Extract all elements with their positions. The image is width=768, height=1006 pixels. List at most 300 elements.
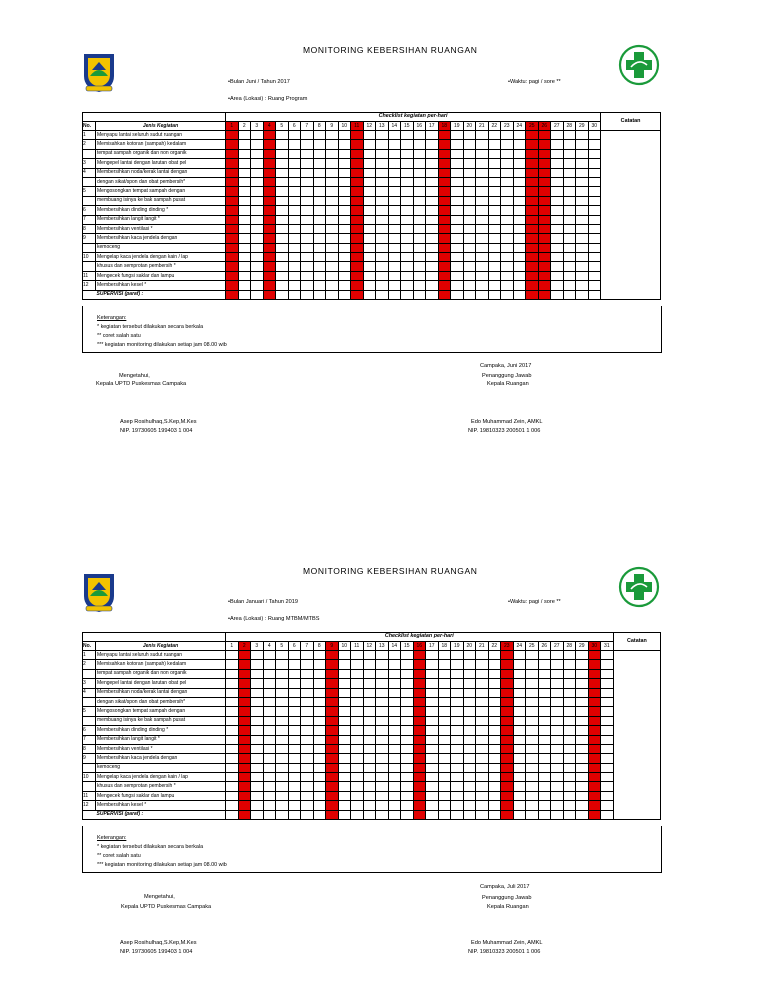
check-cell[interactable] — [326, 149, 339, 158]
check-cell[interactable] — [288, 290, 301, 299]
check-cell[interactable] — [226, 281, 239, 290]
check-cell[interactable] — [588, 726, 601, 735]
check-cell[interactable] — [263, 726, 276, 735]
check-cell[interactable] — [588, 773, 601, 782]
check-cell[interactable] — [251, 773, 264, 782]
check-cell[interactable] — [276, 243, 289, 252]
check-cell[interactable] — [438, 290, 451, 299]
check-cell[interactable] — [463, 234, 476, 243]
check-cell[interactable] — [426, 801, 439, 810]
check-cell[interactable] — [288, 697, 301, 706]
check-cell[interactable] — [238, 271, 251, 280]
check-cell[interactable] — [476, 215, 489, 224]
check-cell[interactable] — [226, 810, 239, 819]
check-cell[interactable] — [451, 271, 464, 280]
check-cell[interactable] — [238, 744, 251, 753]
check-cell[interactable] — [538, 149, 551, 158]
check-cell[interactable] — [551, 140, 564, 149]
check-cell[interactable] — [226, 716, 239, 725]
check-cell[interactable] — [263, 651, 276, 660]
check-cell[interactable] — [251, 168, 264, 177]
check-cell[interactable] — [401, 149, 414, 158]
check-cell[interactable] — [438, 707, 451, 716]
check-cell[interactable] — [576, 660, 589, 669]
check-cell[interactable] — [301, 660, 314, 669]
check-cell[interactable] — [501, 735, 514, 744]
check-cell[interactable] — [363, 726, 376, 735]
check-cell[interactable] — [463, 791, 476, 800]
check-cell[interactable] — [601, 726, 614, 735]
check-cell[interactable] — [526, 735, 539, 744]
check-cell[interactable] — [388, 791, 401, 800]
check-cell[interactable] — [551, 187, 564, 196]
check-cell[interactable] — [438, 281, 451, 290]
check-cell[interactable] — [438, 177, 451, 186]
check-cell[interactable] — [538, 782, 551, 791]
check-cell[interactable] — [576, 253, 589, 262]
check-cell[interactable] — [513, 660, 526, 669]
check-cell[interactable] — [251, 234, 264, 243]
check-cell[interactable] — [326, 177, 339, 186]
check-cell[interactable] — [326, 716, 339, 725]
check-cell[interactable] — [251, 810, 264, 819]
check-cell[interactable] — [451, 791, 464, 800]
check-cell[interactable] — [276, 669, 289, 678]
check-cell[interactable] — [451, 651, 464, 660]
check-cell[interactable] — [313, 669, 326, 678]
check-cell[interactable] — [376, 224, 389, 233]
check-cell[interactable] — [238, 131, 251, 140]
check-cell[interactable] — [488, 735, 501, 744]
check-cell[interactable] — [526, 726, 539, 735]
check-cell[interactable] — [463, 697, 476, 706]
check-cell[interactable] — [463, 801, 476, 810]
check-cell[interactable] — [451, 688, 464, 697]
check-cell[interactable] — [263, 754, 276, 763]
check-cell[interactable] — [363, 801, 376, 810]
check-cell[interactable] — [238, 791, 251, 800]
check-cell[interactable] — [526, 206, 539, 215]
check-cell[interactable] — [426, 726, 439, 735]
check-cell[interactable] — [326, 754, 339, 763]
check-cell[interactable] — [576, 131, 589, 140]
check-cell[interactable] — [551, 262, 564, 271]
check-cell[interactable] — [601, 697, 614, 706]
check-cell[interactable] — [276, 782, 289, 791]
check-cell[interactable] — [413, 177, 426, 186]
check-cell[interactable] — [438, 234, 451, 243]
check-cell[interactable] — [351, 159, 364, 168]
check-cell[interactable] — [251, 801, 264, 810]
check-cell[interactable] — [338, 735, 351, 744]
check-cell[interactable] — [313, 243, 326, 252]
check-cell[interactable] — [351, 782, 364, 791]
check-cell[interactable] — [276, 177, 289, 186]
check-cell[interactable] — [601, 801, 614, 810]
check-cell[interactable] — [463, 810, 476, 819]
check-cell[interactable] — [463, 707, 476, 716]
check-cell[interactable] — [538, 159, 551, 168]
check-cell[interactable] — [263, 187, 276, 196]
check-cell[interactable] — [288, 726, 301, 735]
check-cell[interactable] — [576, 177, 589, 186]
check-cell[interactable] — [288, 791, 301, 800]
check-cell[interactable] — [326, 688, 339, 697]
check-cell[interactable] — [526, 716, 539, 725]
check-cell[interactable] — [338, 149, 351, 158]
check-cell[interactable] — [251, 290, 264, 299]
check-cell[interactable] — [513, 206, 526, 215]
check-cell[interactable] — [551, 735, 564, 744]
check-cell[interactable] — [463, 782, 476, 791]
check-cell[interactable] — [251, 726, 264, 735]
check-cell[interactable] — [338, 660, 351, 669]
check-cell[interactable] — [488, 782, 501, 791]
check-cell[interactable] — [563, 168, 576, 177]
check-cell[interactable] — [238, 697, 251, 706]
check-cell[interactable] — [426, 763, 439, 772]
check-cell[interactable] — [288, 735, 301, 744]
check-cell[interactable] — [513, 262, 526, 271]
check-cell[interactable] — [351, 651, 364, 660]
check-cell[interactable] — [413, 726, 426, 735]
check-cell[interactable] — [326, 679, 339, 688]
check-cell[interactable] — [313, 177, 326, 186]
check-cell[interactable] — [588, 801, 601, 810]
check-cell[interactable] — [263, 159, 276, 168]
check-cell[interactable] — [313, 754, 326, 763]
check-cell[interactable] — [438, 744, 451, 753]
check-cell[interactable] — [476, 688, 489, 697]
check-cell[interactable] — [438, 782, 451, 791]
check-cell[interactable] — [513, 290, 526, 299]
check-cell[interactable] — [563, 801, 576, 810]
check-cell[interactable] — [513, 196, 526, 205]
check-cell[interactable] — [526, 149, 539, 158]
check-cell[interactable] — [538, 290, 551, 299]
check-cell[interactable] — [563, 679, 576, 688]
check-cell[interactable] — [526, 177, 539, 186]
check-cell[interactable] — [351, 253, 364, 262]
check-cell[interactable] — [576, 243, 589, 252]
check-cell[interactable] — [238, 196, 251, 205]
check-cell[interactable] — [476, 271, 489, 280]
check-cell[interactable] — [388, 660, 401, 669]
check-cell[interactable] — [226, 782, 239, 791]
check-cell[interactable] — [438, 801, 451, 810]
check-cell[interactable] — [401, 679, 414, 688]
check-cell[interactable] — [351, 679, 364, 688]
check-cell[interactable] — [326, 196, 339, 205]
check-cell[interactable] — [226, 763, 239, 772]
check-cell[interactable] — [251, 140, 264, 149]
check-cell[interactable] — [376, 234, 389, 243]
check-cell[interactable] — [438, 791, 451, 800]
check-cell[interactable] — [276, 735, 289, 744]
check-cell[interactable] — [451, 281, 464, 290]
check-cell[interactable] — [538, 688, 551, 697]
check-cell[interactable] — [476, 773, 489, 782]
check-cell[interactable] — [388, 735, 401, 744]
check-cell[interactable] — [338, 716, 351, 725]
check-cell[interactable] — [538, 763, 551, 772]
check-cell[interactable] — [551, 234, 564, 243]
check-cell[interactable] — [276, 206, 289, 215]
check-cell[interactable] — [326, 669, 339, 678]
check-cell[interactable] — [426, 697, 439, 706]
check-cell[interactable] — [363, 744, 376, 753]
check-cell[interactable] — [513, 149, 526, 158]
check-cell[interactable] — [263, 253, 276, 262]
check-cell[interactable] — [313, 791, 326, 800]
check-cell[interactable] — [363, 669, 376, 678]
check-cell[interactable] — [326, 697, 339, 706]
check-cell[interactable] — [388, 801, 401, 810]
check-cell[interactable] — [263, 206, 276, 215]
check-cell[interactable] — [426, 716, 439, 725]
check-cell[interactable] — [563, 224, 576, 233]
check-cell[interactable] — [426, 660, 439, 669]
check-cell[interactable] — [388, 810, 401, 819]
check-cell[interactable] — [376, 290, 389, 299]
check-cell[interactable] — [488, 697, 501, 706]
check-cell[interactable] — [351, 697, 364, 706]
check-cell[interactable] — [451, 196, 464, 205]
check-cell[interactable] — [488, 290, 501, 299]
check-cell[interactable] — [376, 159, 389, 168]
check-cell[interactable] — [588, 651, 601, 660]
check-cell[interactable] — [313, 801, 326, 810]
check-cell[interactable] — [276, 290, 289, 299]
check-cell[interactable] — [338, 281, 351, 290]
check-cell[interactable] — [476, 290, 489, 299]
check-cell[interactable] — [563, 707, 576, 716]
check-cell[interactable] — [551, 651, 564, 660]
check-cell[interactable] — [326, 243, 339, 252]
check-cell[interactable] — [263, 660, 276, 669]
check-cell[interactable] — [488, 281, 501, 290]
check-cell[interactable] — [288, 196, 301, 205]
check-cell[interactable] — [563, 262, 576, 271]
check-cell[interactable] — [338, 688, 351, 697]
check-cell[interactable] — [426, 177, 439, 186]
check-cell[interactable] — [251, 253, 264, 262]
check-cell[interactable] — [538, 196, 551, 205]
check-cell[interactable] — [313, 131, 326, 140]
check-cell[interactable] — [238, 726, 251, 735]
check-cell[interactable] — [263, 131, 276, 140]
check-cell[interactable] — [501, 196, 514, 205]
check-cell[interactable] — [526, 196, 539, 205]
check-cell[interactable] — [376, 679, 389, 688]
check-cell[interactable] — [313, 140, 326, 149]
check-cell[interactable] — [413, 688, 426, 697]
check-cell[interactable] — [388, 253, 401, 262]
check-cell[interactable] — [276, 159, 289, 168]
check-cell[interactable] — [351, 187, 364, 196]
check-cell[interactable] — [576, 206, 589, 215]
check-cell[interactable] — [238, 754, 251, 763]
check-cell[interactable] — [576, 669, 589, 678]
check-cell[interactable] — [351, 773, 364, 782]
check-cell[interactable] — [438, 187, 451, 196]
check-cell[interactable] — [513, 735, 526, 744]
check-cell[interactable] — [238, 716, 251, 725]
check-cell[interactable] — [326, 187, 339, 196]
check-cell[interactable] — [563, 669, 576, 678]
check-cell[interactable] — [513, 651, 526, 660]
check-cell[interactable] — [501, 660, 514, 669]
check-cell[interactable] — [413, 754, 426, 763]
check-cell[interactable] — [513, 782, 526, 791]
check-cell[interactable] — [488, 763, 501, 772]
check-cell[interactable] — [238, 782, 251, 791]
check-cell[interactable] — [351, 669, 364, 678]
check-cell[interactable] — [338, 697, 351, 706]
check-cell[interactable] — [376, 271, 389, 280]
check-cell[interactable] — [538, 215, 551, 224]
check-cell[interactable] — [313, 271, 326, 280]
check-cell[interactable] — [538, 224, 551, 233]
check-cell[interactable] — [576, 149, 589, 158]
check-cell[interactable] — [351, 262, 364, 271]
check-cell[interactable] — [388, 697, 401, 706]
check-cell[interactable] — [576, 679, 589, 688]
check-cell[interactable] — [563, 697, 576, 706]
check-cell[interactable] — [551, 215, 564, 224]
check-cell[interactable] — [263, 791, 276, 800]
check-cell[interactable] — [451, 735, 464, 744]
check-cell[interactable] — [426, 782, 439, 791]
check-cell[interactable] — [413, 234, 426, 243]
check-cell[interactable] — [351, 763, 364, 772]
check-cell[interactable] — [563, 131, 576, 140]
check-cell[interactable] — [288, 669, 301, 678]
check-cell[interactable] — [563, 791, 576, 800]
check-cell[interactable] — [326, 651, 339, 660]
check-cell[interactable] — [313, 782, 326, 791]
check-cell[interactable] — [376, 131, 389, 140]
check-cell[interactable] — [426, 262, 439, 271]
check-cell[interactable] — [576, 716, 589, 725]
check-cell[interactable] — [438, 140, 451, 149]
check-cell[interactable] — [401, 234, 414, 243]
check-cell[interactable] — [563, 149, 576, 158]
check-cell[interactable] — [388, 131, 401, 140]
check-cell[interactable] — [363, 187, 376, 196]
check-cell[interactable] — [551, 131, 564, 140]
check-cell[interactable] — [476, 707, 489, 716]
check-cell[interactable] — [276, 763, 289, 772]
check-cell[interactable] — [551, 669, 564, 678]
check-cell[interactable] — [576, 196, 589, 205]
check-cell[interactable] — [501, 168, 514, 177]
check-cell[interactable] — [538, 262, 551, 271]
check-cell[interactable] — [301, 679, 314, 688]
check-cell[interactable] — [388, 281, 401, 290]
check-cell[interactable] — [426, 224, 439, 233]
check-cell[interactable] — [451, 224, 464, 233]
check-cell[interactable] — [226, 168, 239, 177]
check-cell[interactable] — [351, 707, 364, 716]
check-cell[interactable] — [476, 810, 489, 819]
check-cell[interactable] — [238, 149, 251, 158]
check-cell[interactable] — [401, 791, 414, 800]
check-cell[interactable] — [451, 773, 464, 782]
check-cell[interactable] — [263, 140, 276, 149]
check-cell[interactable] — [413, 773, 426, 782]
check-cell[interactable] — [326, 707, 339, 716]
check-cell[interactable] — [376, 707, 389, 716]
check-cell[interactable] — [238, 206, 251, 215]
check-cell[interactable] — [363, 215, 376, 224]
check-cell[interactable] — [451, 177, 464, 186]
check-cell[interactable] — [288, 773, 301, 782]
check-cell[interactable] — [251, 271, 264, 280]
check-cell[interactable] — [363, 224, 376, 233]
check-cell[interactable] — [251, 224, 264, 233]
check-cell[interactable] — [426, 290, 439, 299]
check-cell[interactable] — [226, 679, 239, 688]
check-cell[interactable] — [313, 234, 326, 243]
check-cell[interactable] — [401, 754, 414, 763]
check-cell[interactable] — [576, 187, 589, 196]
check-cell[interactable] — [463, 224, 476, 233]
check-cell[interactable] — [413, 149, 426, 158]
check-cell[interactable] — [401, 271, 414, 280]
check-cell[interactable] — [476, 253, 489, 262]
check-cell[interactable] — [301, 262, 314, 271]
check-cell[interactable] — [326, 773, 339, 782]
check-cell[interactable] — [413, 763, 426, 772]
check-cell[interactable] — [538, 707, 551, 716]
check-cell[interactable] — [501, 290, 514, 299]
check-cell[interactable] — [426, 159, 439, 168]
check-cell[interactable] — [463, 159, 476, 168]
check-cell[interactable] — [501, 754, 514, 763]
check-cell[interactable] — [251, 763, 264, 772]
check-cell[interactable] — [488, 234, 501, 243]
check-cell[interactable] — [263, 215, 276, 224]
check-cell[interactable] — [363, 196, 376, 205]
check-cell[interactable] — [226, 773, 239, 782]
check-cell[interactable] — [538, 281, 551, 290]
check-cell[interactable] — [426, 791, 439, 800]
check-cell[interactable] — [288, 660, 301, 669]
check-cell[interactable] — [326, 660, 339, 669]
check-cell[interactable] — [288, 679, 301, 688]
check-cell[interactable] — [563, 187, 576, 196]
check-cell[interactable] — [551, 271, 564, 280]
check-cell[interactable] — [513, 159, 526, 168]
check-cell[interactable] — [363, 253, 376, 262]
check-cell[interactable] — [401, 206, 414, 215]
check-cell[interactable] — [288, 131, 301, 140]
check-cell[interactable] — [351, 735, 364, 744]
check-cell[interactable] — [363, 697, 376, 706]
check-cell[interactable] — [438, 131, 451, 140]
check-cell[interactable] — [251, 187, 264, 196]
check-cell[interactable] — [401, 726, 414, 735]
check-cell[interactable] — [588, 716, 601, 725]
check-cell[interactable] — [501, 224, 514, 233]
check-cell[interactable] — [401, 716, 414, 725]
check-cell[interactable] — [426, 187, 439, 196]
check-cell[interactable] — [326, 168, 339, 177]
check-cell[interactable] — [501, 149, 514, 158]
check-cell[interactable] — [388, 290, 401, 299]
check-cell[interactable] — [551, 744, 564, 753]
